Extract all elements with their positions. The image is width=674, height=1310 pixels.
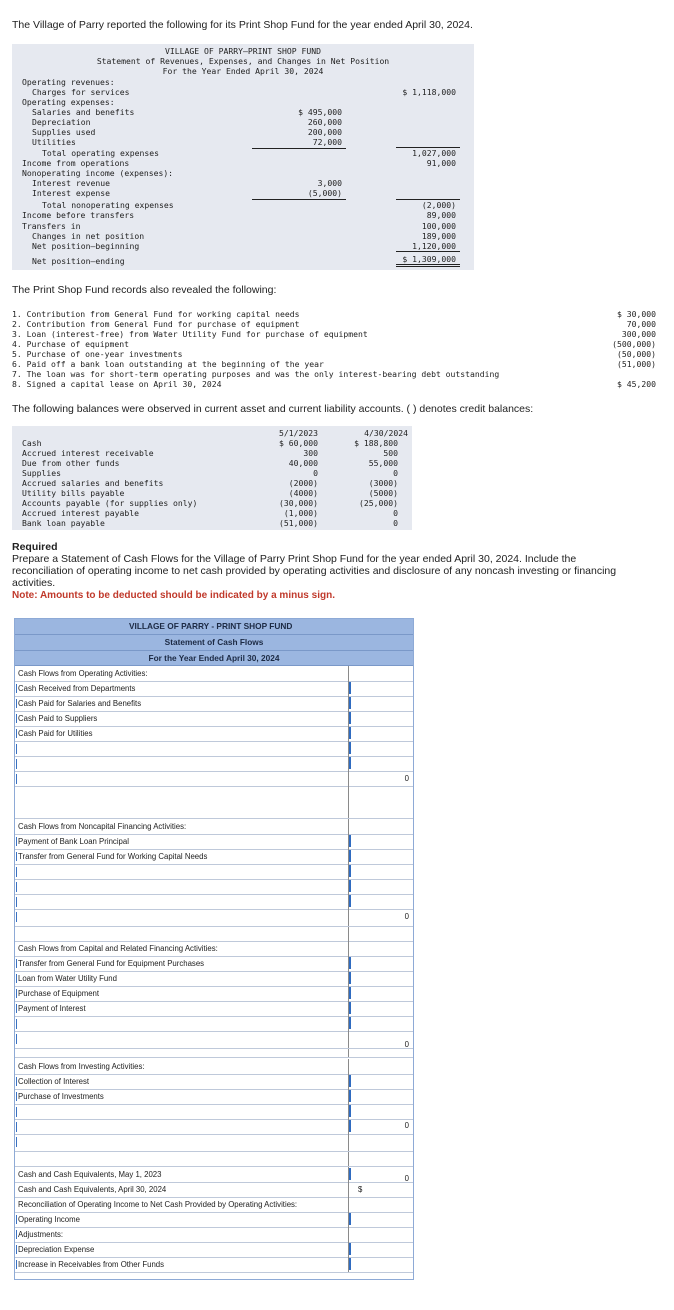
input-marker xyxy=(349,1213,354,1225)
double-underline xyxy=(396,266,460,267)
cf-subtitle: Statement of Cash Flows xyxy=(15,635,413,651)
balance-2024: 500 xyxy=(383,448,398,458)
cf-row[interactable] xyxy=(15,1089,413,1105)
int-exp-label: Interest expense xyxy=(32,188,110,198)
balance-2023: 300 xyxy=(303,448,318,458)
row-label xyxy=(16,912,18,922)
transfers-label: Transfers in xyxy=(22,221,81,231)
balance-2024: (25,000) xyxy=(359,498,398,508)
charges-label: Charges for services xyxy=(32,87,130,97)
net-end-value: $ 1,309,000 xyxy=(402,254,456,264)
amount-input[interactable] xyxy=(348,956,413,971)
cf-row[interactable] xyxy=(15,696,413,712)
required-line-1: Prepare a Statement of Cash Flows for the Village of Parry Print Shop Fund for the year ended April 30, 2024. Include the xyxy=(12,553,577,565)
cf-row-blank[interactable] xyxy=(15,1016,413,1032)
cf-section-investing xyxy=(15,1059,413,1075)
balance-label: Accrued salaries and benefits xyxy=(22,478,164,488)
row-label xyxy=(16,1122,18,1132)
op-exp-label: Operating expenses: xyxy=(22,97,115,107)
record-value: $ 45,200 xyxy=(617,379,656,389)
row-label: Loan from Water Utility Fund xyxy=(18,974,117,983)
amount-input[interactable] xyxy=(348,741,413,756)
input-marker xyxy=(349,1243,354,1255)
amount-cell xyxy=(348,927,413,941)
balance-label: Accrued interest receivable xyxy=(22,448,154,458)
section-label: Reconciliation of Operating Income to Net Cash Provided by Operating Activities: xyxy=(18,1200,298,1209)
row-label: Transfer from General Fund for Equipment Purchases xyxy=(18,959,205,968)
cf-section-reconciliation xyxy=(15,1197,413,1213)
amount-input[interactable] xyxy=(348,681,413,696)
record-value: (500,000) xyxy=(612,339,656,349)
cf-period: For the Year Ended April 30, 2024 xyxy=(15,651,413,666)
row-label xyxy=(16,867,18,877)
cf-row[interactable] xyxy=(15,834,413,850)
amount-input[interactable] xyxy=(348,1016,413,1031)
salaries-label: Salaries and benefits xyxy=(32,107,135,117)
balances-table xyxy=(12,426,412,530)
subtotal-cell xyxy=(348,1031,413,1048)
subtotal-value: 0 xyxy=(404,774,409,783)
cf-row[interactable] xyxy=(15,956,413,972)
underline xyxy=(252,199,346,200)
input-marker xyxy=(349,957,354,969)
subtotal-value: 0 xyxy=(404,1121,409,1130)
dollar-sign: $ xyxy=(358,1185,363,1194)
required-heading: Required xyxy=(12,541,58,553)
input-marker xyxy=(349,987,354,999)
row-label: Purchase of Investments xyxy=(18,1092,104,1101)
balance-label: Utility bills payable xyxy=(22,488,125,498)
row-label xyxy=(16,882,18,892)
statement-subtitle: Statement of Revenues, Expenses, and Changes in Net Position xyxy=(96,56,390,66)
cf-row-spacer xyxy=(15,786,413,819)
row-label: Cash Received from Departments xyxy=(18,684,136,693)
balance-label: Accrued interest payable xyxy=(22,508,139,518)
balance-2023: (1,000) xyxy=(283,508,318,518)
row-label xyxy=(16,744,18,754)
balance-2024: 0 xyxy=(393,508,398,518)
underline xyxy=(252,148,346,149)
inc-before-value: 89,000 xyxy=(426,210,456,220)
depr-label: Depreciation xyxy=(32,117,91,127)
subtotal-cell xyxy=(348,1121,413,1151)
amount-input[interactable] xyxy=(348,894,413,909)
revenue-statement xyxy=(12,44,474,270)
inc-op-label: Income from operations xyxy=(22,158,130,168)
amount-input[interactable] xyxy=(348,1212,413,1227)
cf-row[interactable] xyxy=(15,711,413,727)
row-label: Cash Paid to Suppliers xyxy=(18,714,98,723)
total-cell xyxy=(348,1174,413,1197)
cf-row-blank[interactable] xyxy=(15,1104,413,1120)
balance-2023: (2000) xyxy=(288,478,318,488)
subtotal-cell xyxy=(348,909,413,926)
balance-2023: (30,000) xyxy=(279,498,318,508)
amount-input[interactable] xyxy=(348,1074,413,1089)
record-item: 6. Paid off a bank loan outstanding at the beginning of the year xyxy=(12,359,324,369)
cf-row-blank[interactable] xyxy=(15,1119,413,1135)
balance-label: Bank loan payable xyxy=(22,518,105,528)
cf-row-spacer xyxy=(15,1152,413,1167)
records-intro: The Print Shop Fund records also revealed the following: xyxy=(12,284,277,296)
amount-input[interactable] xyxy=(348,834,413,849)
input-marker xyxy=(349,880,354,892)
input-marker xyxy=(349,1002,354,1014)
cf-row-blank[interactable] xyxy=(15,756,413,772)
input-marker xyxy=(349,835,354,847)
int-exp-value: (5,000) xyxy=(307,188,342,198)
amount-cell xyxy=(348,1059,413,1074)
cf-row-spacer xyxy=(15,927,413,942)
input-marker xyxy=(349,1090,354,1102)
cf-row[interactable] xyxy=(15,1227,413,1243)
balance-2024: 0 xyxy=(393,468,398,478)
row-label: Transfer from General Fund for Working Capital Needs xyxy=(18,852,208,861)
row-label: Payment of Interest xyxy=(18,1004,86,1013)
row-label: Cash Paid for Salaries and Benefits xyxy=(18,699,142,708)
input-marker xyxy=(349,757,354,769)
input-marker xyxy=(349,850,354,862)
amount-input[interactable] xyxy=(348,711,413,726)
balance-2023: (4000) xyxy=(288,488,318,498)
cf-row-spacer xyxy=(15,1049,413,1058)
row-label xyxy=(16,1019,18,1029)
net-end-label: Net position—ending xyxy=(32,256,125,266)
amount-cell xyxy=(348,819,413,834)
row-label: Adjustments: xyxy=(18,1230,64,1239)
section-label: Cash Flows from Capital and Related Financing Activities: xyxy=(18,944,218,953)
util-label: Utilities xyxy=(32,137,76,147)
amount-input[interactable] xyxy=(348,1104,413,1119)
amount-input[interactable] xyxy=(348,696,413,711)
amount-input[interactable] xyxy=(348,1242,413,1257)
balance-2023: 40,000 xyxy=(288,458,318,468)
util-value: 72,000 xyxy=(312,137,342,147)
record-item: 5. Purchase of one-year investments xyxy=(12,349,183,359)
amount-cell xyxy=(348,1197,413,1212)
input-marker xyxy=(349,972,354,984)
row-label: Cash and Cash Equivalents, April 30, 2024 xyxy=(18,1185,167,1194)
cf-row-beginning-cash xyxy=(15,1167,413,1183)
transfers-value: 100,000 xyxy=(421,221,456,231)
cf-row-blank[interactable] xyxy=(15,864,413,880)
salaries-value: $ 495,000 xyxy=(298,107,342,117)
balance-2024: 0 xyxy=(393,518,398,528)
row-label xyxy=(16,774,18,784)
cf-row[interactable] xyxy=(15,849,413,865)
cf-row[interactable] xyxy=(15,681,413,697)
double-underline xyxy=(396,264,460,265)
record-value: $ 30,000 xyxy=(617,309,656,319)
row-label xyxy=(16,1034,18,1044)
intro-text: The Village of Parry reported the following for its Print Shop Fund for the year ended April 30, 2024. xyxy=(12,19,473,31)
row-label: Payment of Bank Loan Principal xyxy=(18,837,129,846)
cf-subtotal[interactable] xyxy=(15,909,413,927)
row-label xyxy=(16,1137,18,1147)
total-op-label: Total operating expenses xyxy=(42,148,159,158)
input-marker xyxy=(349,1105,354,1117)
record-value: (50,000) xyxy=(617,349,656,359)
cf-row-blank[interactable] xyxy=(15,741,413,757)
balance-2023: $ 60,000 xyxy=(279,438,318,448)
cf-section-capital xyxy=(15,941,413,957)
amount-cell xyxy=(348,941,413,956)
int-rev-value: 3,000 xyxy=(317,178,342,188)
cf-subtotal[interactable] xyxy=(15,1121,413,1152)
record-item: 3. Loan (interest-free) from Water Utility Fund for purchase of equipment xyxy=(12,329,368,339)
total-nonop-value: (2,000) xyxy=(421,200,456,210)
cf-row[interactable] xyxy=(15,1257,413,1273)
cf-row[interactable] xyxy=(15,1074,413,1090)
input-marker xyxy=(349,742,354,754)
row-label: Cash and Cash Equivalents, May 1, 2023 xyxy=(18,1170,162,1179)
row-label xyxy=(16,897,18,907)
chg-net-value: 189,000 xyxy=(421,231,456,241)
input-marker xyxy=(349,1075,354,1087)
cf-row[interactable] xyxy=(15,726,413,742)
amount-cell xyxy=(348,666,413,681)
total-nonop-label: Total nonoperating expenses xyxy=(42,200,174,210)
amount-input[interactable] xyxy=(348,756,413,771)
statement-period: For the Year Ended April 30, 2024 xyxy=(162,66,324,76)
section-label: Cash Flows from Operating Activities: xyxy=(18,669,148,678)
supplies-label: Supplies used xyxy=(32,127,96,137)
row-label: Collection of Interest xyxy=(18,1077,90,1086)
nonop-label: Nonoperating income (expenses): xyxy=(22,168,174,178)
record-item: 2. Contribution from General Fund for purchase of equipment xyxy=(12,319,300,329)
row-label: Operating Income xyxy=(18,1215,80,1224)
row-label xyxy=(16,759,18,769)
balances-intro: The following balances were observed in current asset and current liability accounts. ( ) denotes credit balances: xyxy=(12,403,534,415)
row-label: Depreciation Expense xyxy=(18,1245,95,1254)
subtotal-value: 0 xyxy=(404,912,409,921)
balance-2024: (5000) xyxy=(368,488,398,498)
row-label: Increase in Receivables from Other Funds xyxy=(18,1260,165,1269)
cf-row[interactable] xyxy=(15,986,413,1002)
input-marker xyxy=(349,1258,354,1270)
amount-input[interactable] xyxy=(348,726,413,741)
input-marker xyxy=(349,697,354,709)
section-label: Cash Flows from Investing Activities: xyxy=(18,1062,145,1071)
cf-subtotal[interactable] xyxy=(15,1031,413,1049)
inc-op-value: 91,000 xyxy=(426,158,456,168)
charges-value: $ 1,118,000 xyxy=(402,87,456,97)
balance-2023: (51,000) xyxy=(279,518,318,528)
cf-row[interactable] xyxy=(15,1212,413,1228)
col-header-2023: 5/1/2023 xyxy=(279,428,318,438)
total-value: 0 xyxy=(404,1174,409,1183)
input-marker xyxy=(349,712,354,724)
amount-input[interactable] xyxy=(348,1257,413,1272)
cf-row-blank[interactable] xyxy=(15,879,413,895)
amount-input[interactable] xyxy=(348,849,413,864)
amount-cell xyxy=(348,786,413,818)
cf-section-operating xyxy=(15,666,413,682)
cf-title: VILLAGE OF PARRY - PRINT SHOP FUND xyxy=(15,619,413,635)
subtotal-value: 0 xyxy=(404,1040,409,1049)
row-label: Cash Paid for Utilities xyxy=(18,729,93,738)
supplies-value: 200,000 xyxy=(307,127,342,137)
col-header-2024: 4/30/2024 xyxy=(364,428,408,438)
net-beg-value: 1,120,000 xyxy=(412,241,456,251)
record-value: 70,000 xyxy=(626,319,656,329)
int-rev-label: Interest revenue xyxy=(32,178,110,188)
amount-cell xyxy=(348,1227,413,1242)
record-value: (51,000) xyxy=(617,359,656,369)
record-item: 7. The loan was for short-term operating purposes and was the only interest-bearing debt outstanding xyxy=(12,369,500,379)
input-marker xyxy=(349,682,354,694)
input-marker xyxy=(349,1120,354,1132)
record-item: 8. Signed a capital lease on April 30, 2024 xyxy=(12,379,222,389)
chg-net-label: Changes in net position xyxy=(32,231,145,241)
amount-input[interactable] xyxy=(348,1167,413,1182)
amount-input[interactable] xyxy=(348,1001,413,1016)
input-marker xyxy=(349,1017,354,1029)
record-item: 1. Contribution from General Fund for working capital needs xyxy=(12,309,300,319)
amount-cell xyxy=(348,1152,413,1166)
amount-input[interactable] xyxy=(348,864,413,879)
underline xyxy=(396,251,460,252)
input-marker xyxy=(349,727,354,739)
required-line-3: activities. xyxy=(12,577,56,589)
amount-cell xyxy=(348,1049,413,1057)
op-rev-label: Operating revenues: xyxy=(22,77,115,87)
statement-title: VILLAGE OF PARRY—PRINT SHOP FUND xyxy=(165,46,321,56)
cf-section-noncapital xyxy=(15,819,413,835)
record-value: 300,000 xyxy=(621,329,656,339)
balance-2024: (3000) xyxy=(368,478,398,488)
balance-2024: 55,000 xyxy=(368,458,398,468)
amount-input[interactable] xyxy=(348,1089,413,1104)
input-marker xyxy=(349,895,354,907)
balance-label: Due from other funds xyxy=(22,458,120,468)
balance-label: Cash xyxy=(22,438,42,448)
subtotal-cell xyxy=(348,771,413,786)
cf-row[interactable] xyxy=(15,1242,413,1258)
balance-label: Supplies xyxy=(22,468,61,478)
balance-2023: 0 xyxy=(313,468,318,478)
required-line-2: reconciliation of operating income to net cash provided by operating activities and disclosure of any noncash investing or financing xyxy=(12,565,617,577)
input-marker xyxy=(349,865,354,877)
cash-flow-statement xyxy=(14,618,414,1280)
amount-input[interactable] xyxy=(348,1119,413,1134)
depr-value: 260,000 xyxy=(307,117,342,127)
input-marker xyxy=(349,1168,354,1180)
required-note: Note: Amounts to be deducted should be indicated by a minus sign. xyxy=(12,590,335,601)
row-label xyxy=(16,1107,18,1117)
balance-2024: $ 188,800 xyxy=(354,438,398,448)
cf-subtotal[interactable] xyxy=(15,771,413,787)
net-beg-label: Net position—beginning xyxy=(32,241,140,251)
total-op-value: 1,027,000 xyxy=(412,148,456,158)
balance-label: Accounts payable (for supplies only) xyxy=(22,498,198,508)
inc-before-label: Income before transfers xyxy=(22,210,135,220)
amount-input[interactable] xyxy=(348,971,413,986)
cf-row[interactable] xyxy=(15,971,413,987)
amount-input[interactable] xyxy=(348,879,413,894)
amount-input[interactable] xyxy=(348,986,413,1001)
cf-row[interactable] xyxy=(15,1001,413,1017)
section-label: Cash Flows from Noncapital Financing Activities: xyxy=(18,822,187,831)
record-item: 4. Purchase of equipment xyxy=(12,339,129,349)
row-label: Purchase of Equipment xyxy=(18,989,100,998)
cf-row-blank[interactable] xyxy=(15,894,413,910)
